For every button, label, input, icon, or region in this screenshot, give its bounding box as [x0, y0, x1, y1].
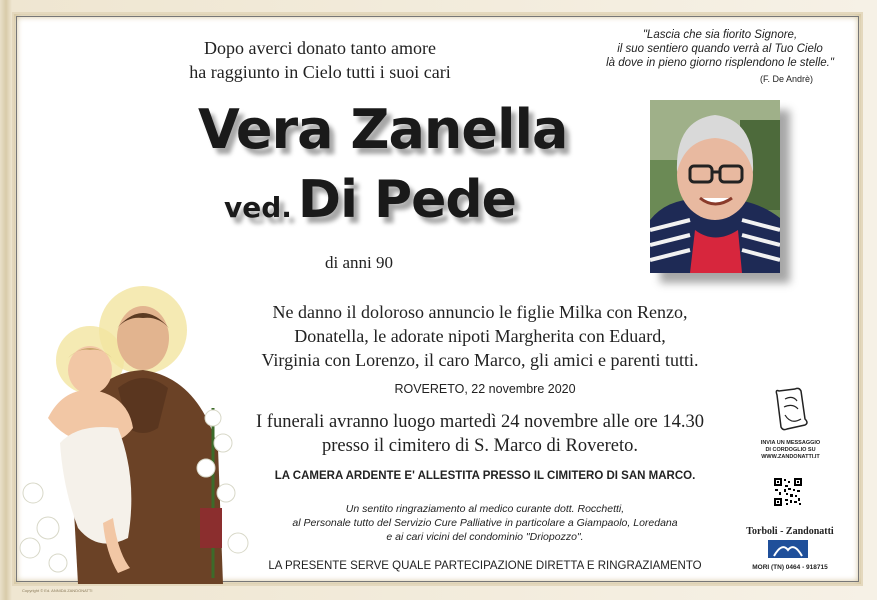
quote-line: "Lascia che sia fiorito Signore,: [642, 29, 798, 41]
condolence-line: DI CORDOGLIO SU: [765, 447, 816, 453]
thanks-line: Un sentito ringraziamento al medico curante dott. Rocchetti,: [345, 503, 625, 515]
chapel-notice: LA CAMERA ARDENTE E' ALLESTITA PRESSO IL CIMITERO DI SAN MARCO.: [274, 470, 696, 482]
condolence-url[interactable]: WWW.ZANDONATTI.IT: [761, 454, 820, 460]
announcement-line: Donatella, le adorate nipoti Margherita con Eduard,: [294, 326, 666, 346]
deceased-name: Vera Zanella: [198, 98, 568, 161]
announcement-line: Virginia con Lorenzo, il caro Marco, gli amici e parenti tutti.: [261, 350, 699, 370]
deceased-age: di anni 90: [325, 253, 393, 272]
funeral-line: presso il cimitero di S. Marco di Rovereto.: [322, 436, 638, 456]
quote-line: là dove in pieno giorno risplendono le stelle.": [606, 57, 834, 69]
place-date: ROVERETO, 22 novembre 2020: [394, 382, 576, 396]
portrait-photo: [650, 100, 780, 273]
announcement-line: Ne danno il doloroso annuncio le figlie Milka con Renzo,: [272, 302, 688, 322]
thanks-line: e ai cari vicini del condominio "Driopozzo".: [386, 531, 584, 543]
thanks-text: [250, 502, 720, 544]
deceased-married-name: [224, 170, 516, 230]
intro-line: Dopo averci donato tanto amore: [204, 38, 436, 58]
quote-line: il suo sentiero quando verrà al Tuo Cielo: [617, 43, 823, 55]
saint-anthony-image: [18, 278, 250, 584]
scroll-icon: [771, 385, 811, 433]
brand-name: Torboli - Zandonatti: [746, 526, 834, 537]
announcement: [240, 300, 720, 372]
closing-statement: LA PRESENTE SERVE QUALE PARTECIPAZIONE DIRETTA E RINGRAZIAMENTO: [268, 560, 702, 572]
intro-line: ha raggiunto in Cielo tutti i suoi cari: [189, 62, 451, 82]
quote: [594, 28, 846, 70]
copyright: Copyright © Ed. ANNIDA ZANDONATTI: [22, 588, 93, 593]
brand-logo-icon: [768, 540, 808, 558]
quote-author: (F. De Andrè): [760, 74, 814, 84]
name-prefix: ved.: [224, 191, 292, 224]
married-surname: Di Pede: [297, 170, 516, 230]
funeral-line: I funerali avranno luogo martedì 24 novembre alle ore 14.30: [256, 412, 704, 432]
funeral-info: [240, 410, 720, 458]
thanks-line: al Personale tutto del Servizio Cure Palliative in particolare a Giampaolo, Loredana: [292, 517, 678, 529]
condolence-block[interactable]: [748, 385, 833, 461]
condolence-line: INVIA UN MESSAGGIO: [760, 440, 821, 446]
intro-text: [170, 36, 470, 84]
brand-phone: MORI (TN) 0464 - 918715: [752, 564, 828, 571]
qr-code-icon[interactable]: [773, 477, 803, 507]
